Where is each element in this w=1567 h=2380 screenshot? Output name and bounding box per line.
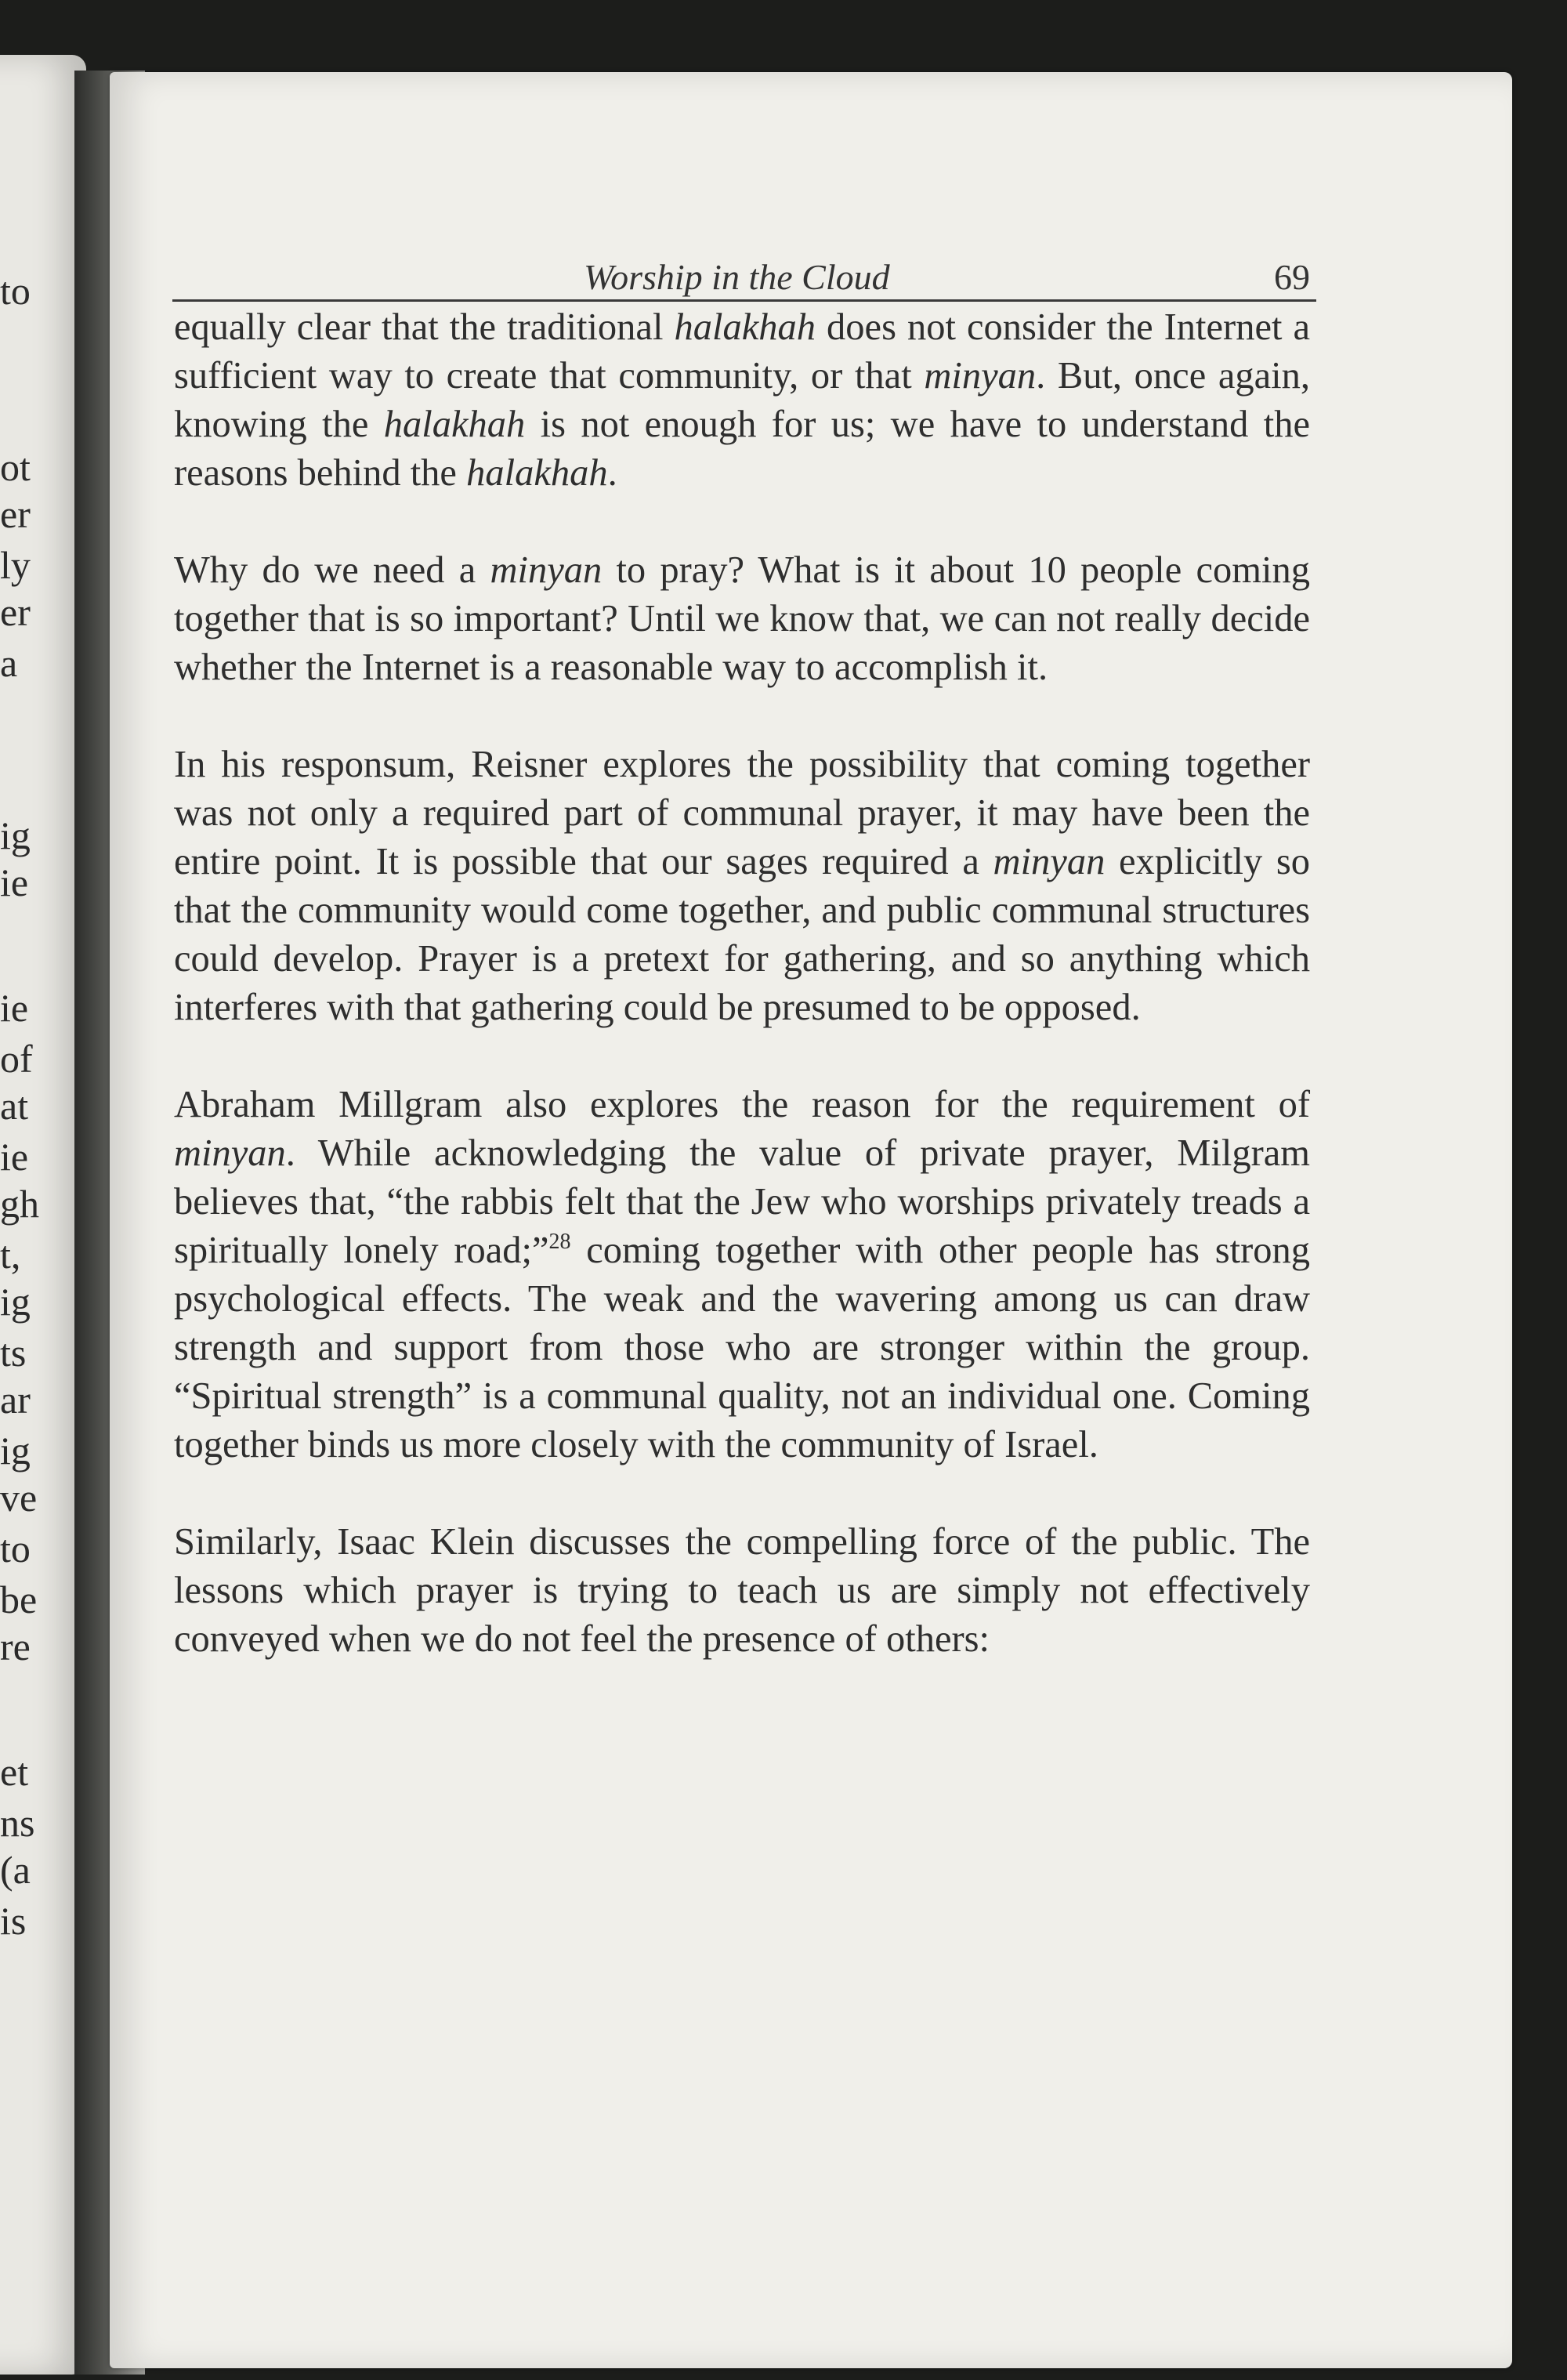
italic-term: minyan xyxy=(924,355,1037,397)
book-page xyxy=(110,72,1512,2368)
facing-page-text-fragment: re xyxy=(0,1625,31,1668)
facing-page-text-fragment: ns xyxy=(0,1801,35,1845)
facing-page-text-fragment: is xyxy=(0,1899,27,1943)
facing-page-text-fragment: er xyxy=(0,590,31,634)
italic-term: minyan xyxy=(490,549,603,591)
facing-page-text-fragment: ig xyxy=(0,1280,31,1324)
paragraph xyxy=(172,303,1316,498)
text-run: In his responsum, Reisner explores the possibility that coming together was not only a required part of communal prayer, it may have been the entire point. It is possible that our sages required a xyxy=(174,744,1310,882)
running-head xyxy=(172,254,1316,302)
text-run: to pray? What is it about 10 people coming together that is so important? Until we know that, we can not really decide whether the Internet is a reasonable way to accomplish it. xyxy=(174,549,1310,688)
facing-page-text-fragment: be xyxy=(0,1578,38,1621)
text-run: Why do we need a xyxy=(174,549,490,591)
paragraph xyxy=(172,546,1316,692)
facing-page-text-fragment: ot xyxy=(0,445,31,489)
body-text xyxy=(172,303,1316,1664)
facing-page-text-fragment: ar xyxy=(0,1378,31,1422)
text-run: Abraham Millgram also explores the reason for the requirement of xyxy=(174,1084,1310,1125)
text-run: equally clear that the traditional xyxy=(174,306,675,348)
text-run: is not enough for us; we have to understand the reasons behind the xyxy=(174,404,1310,494)
text-run: does not consider the Internet a sufficient way to create that community, or that xyxy=(174,306,1311,397)
italic-term: minyan xyxy=(174,1132,286,1174)
text-run: . While acknowledging the value of private prayer, Milgram believes that, “the rabbis felt that the Jew who worships privately treads a spiritually lonely road;” xyxy=(174,1132,1310,1271)
facing-page-edge xyxy=(0,55,86,2375)
facing-page-text-fragment: ly xyxy=(0,543,31,587)
facing-page-text-fragment: ig xyxy=(0,1429,31,1473)
italic-term: halakhah xyxy=(383,404,526,445)
paragraph xyxy=(172,1081,1316,1469)
text-run: coming together with other people has strong psychological effects. The weak and the wavering among us can draw strength and support from those who are stronger within the group. “Spiritual strength” is a communal quality, not an individual one. Coming together binds us more closely with the community of Israel. xyxy=(174,1230,1310,1465)
facing-page-text-fragment: of xyxy=(0,1037,33,1081)
facing-page-text-fragment: gh xyxy=(0,1182,39,1226)
page-content xyxy=(172,254,1316,1664)
facing-page-text-fragment: (a xyxy=(0,1848,31,1892)
page-number: 69 xyxy=(1274,257,1310,297)
text-run: Similarly, Isaac Klein discusses the compelling force of the public. The lessons which prayer is trying to teach us are simply not effectively conveyed when we do not feel the presence of others: xyxy=(174,1521,1310,1660)
text-run: explicitly so that the community would come together, and public communal structures could develop. Prayer is a pretext for gathering, and so anything which interferes with that gathering could be presumed to be opposed. xyxy=(174,841,1310,1028)
facing-page-text-fragment: er xyxy=(0,492,31,536)
facing-page-text-fragment: ig xyxy=(0,813,31,857)
running-head-title: Worship in the Cloud xyxy=(584,257,890,297)
facing-page-text-fragment: a xyxy=(0,641,18,685)
facing-page-text-fragment: at xyxy=(0,1084,29,1128)
paragraph xyxy=(172,1518,1316,1664)
facing-page-text-fragment: et xyxy=(0,1750,29,1794)
facing-page-text-fragment: ts xyxy=(0,1331,27,1375)
facing-page-text-fragment: to xyxy=(0,1527,31,1570)
italic-term: minyan xyxy=(993,841,1106,882)
text-run: . But, once again, knowing the xyxy=(174,355,1311,445)
facing-page-text-fragment: ie xyxy=(0,1135,29,1179)
facing-page-text-fragment: ve xyxy=(0,1476,38,1520)
italic-term: halakhah xyxy=(674,306,816,348)
paragraph xyxy=(172,741,1316,1032)
facing-page-text-fragment: t, xyxy=(0,1233,21,1277)
facing-page-text-fragment: to xyxy=(0,269,31,313)
text-run: . xyxy=(607,452,617,494)
facing-page-text-fragment: ie xyxy=(0,860,29,904)
facing-page-text-fragment: ie xyxy=(0,986,29,1030)
footnote-marker: 28 xyxy=(548,1230,571,1254)
italic-term: halakhah xyxy=(466,452,608,494)
